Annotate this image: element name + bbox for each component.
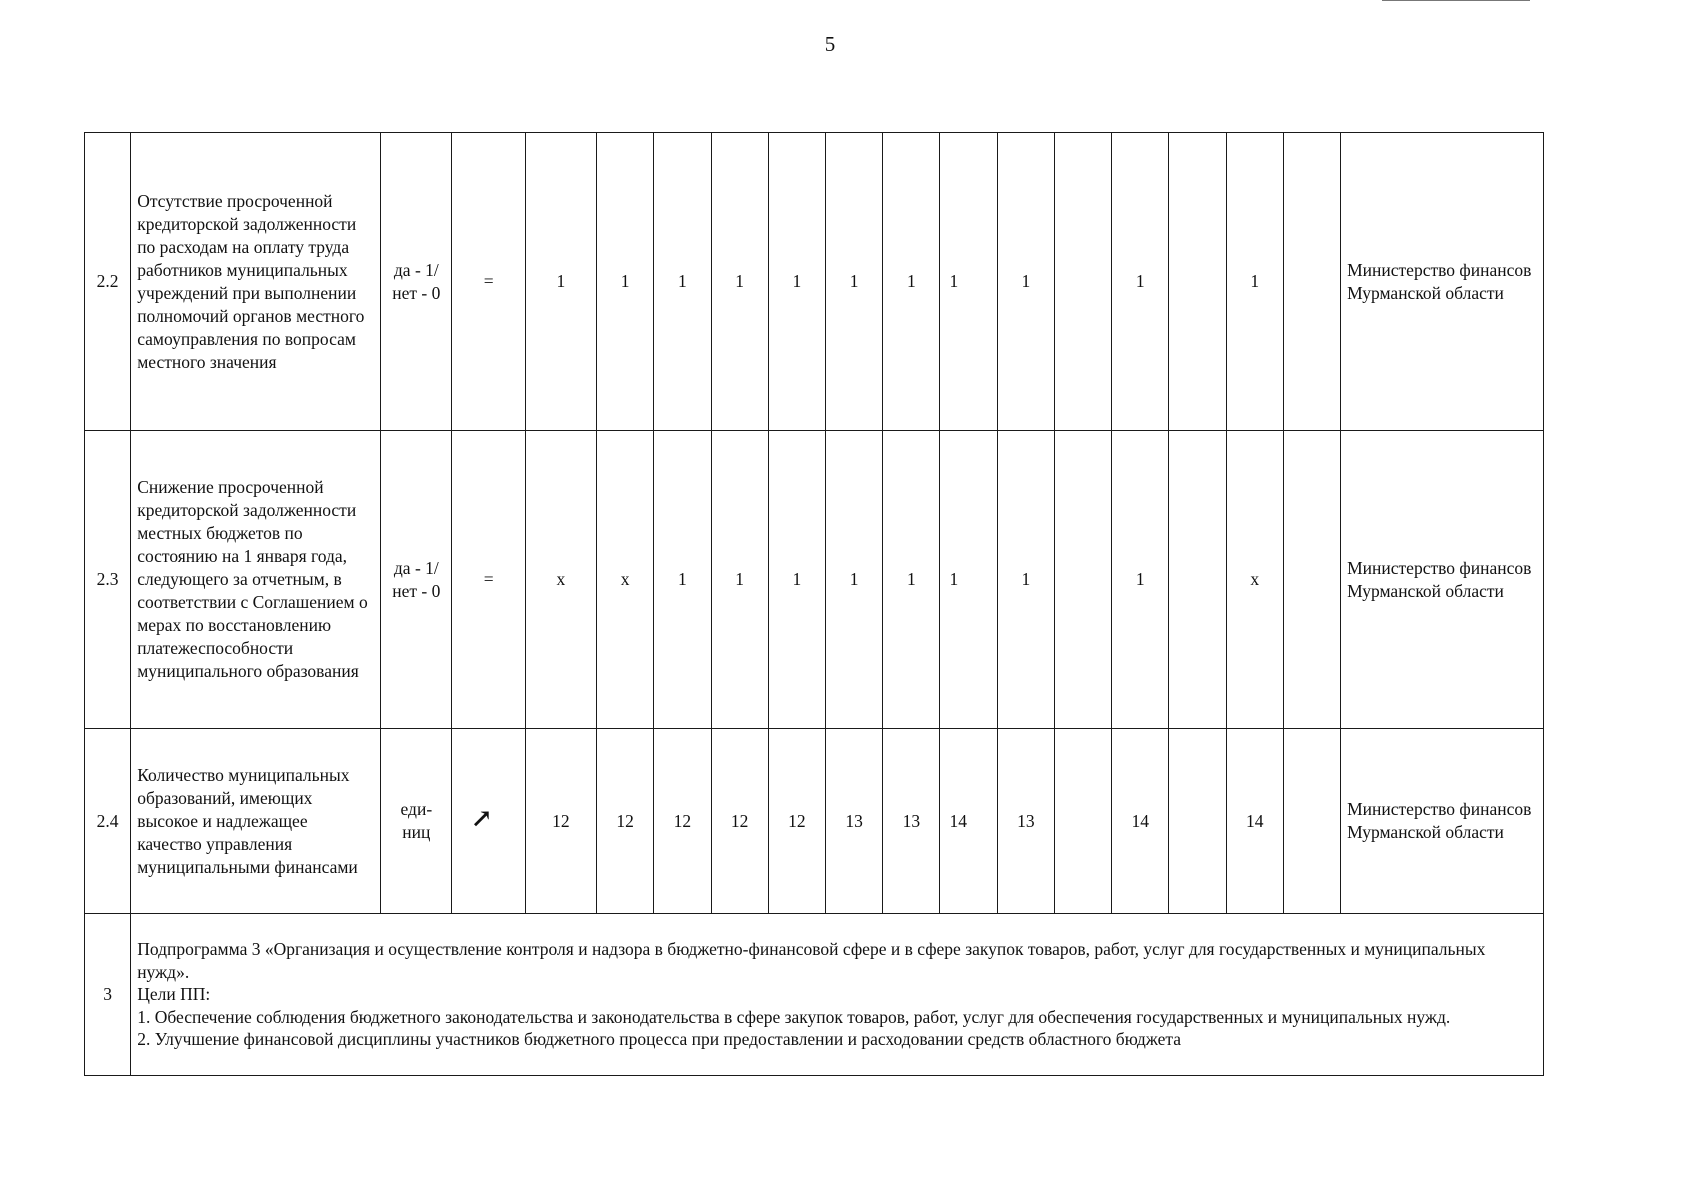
value-cell: 1 bbox=[940, 431, 997, 729]
value-cell: 12 bbox=[768, 729, 825, 914]
value-cell: 1 bbox=[654, 431, 711, 729]
value-cell: 1 bbox=[826, 133, 883, 431]
value-cell: x bbox=[597, 431, 654, 729]
value-cell: 13 bbox=[997, 729, 1054, 914]
value-cell: 1 bbox=[525, 133, 596, 431]
trend-cell bbox=[452, 729, 525, 914]
table-row bbox=[85, 431, 1544, 729]
value-cell bbox=[1054, 431, 1111, 729]
value-cell: 1 bbox=[940, 133, 997, 431]
value-cell: 12 bbox=[654, 729, 711, 914]
value-cell: 1 bbox=[768, 133, 825, 431]
trend-cell: = bbox=[452, 431, 525, 729]
subprogram-title: Подпрограмма 3 «Организация и осуществление контроля и надзора в бюджетно-финансовой сфере и в сфере закупок товаров, работ, услуг для государственных и муниципальных нужд». bbox=[137, 939, 1486, 982]
value-cell bbox=[1283, 431, 1340, 729]
value-cell: x bbox=[1226, 431, 1283, 729]
unit-cell: еди-ниц bbox=[381, 729, 452, 914]
value-cell: 13 bbox=[883, 729, 940, 914]
value-cell: 12 bbox=[597, 729, 654, 914]
value-cell bbox=[1169, 729, 1226, 914]
goal-item: 2. Улучшение финансовой дисциплины участников бюджетного процесса при предоставлении и расходовании средств областного бюджета bbox=[137, 1029, 1182, 1050]
unit-cell: да - 1/нет - 0 bbox=[381, 133, 452, 431]
value-cell: 1 bbox=[768, 431, 825, 729]
value-cell: 1 bbox=[1226, 133, 1283, 431]
value-cell: 1 bbox=[711, 133, 768, 431]
subprogram-number: 3 bbox=[85, 914, 131, 1076]
value-cell bbox=[1169, 133, 1226, 431]
value-cell bbox=[1169, 431, 1226, 729]
goal-item: 1. Обеспечение соблюдения бюджетного законодательства и законодательства в сфере закупок товаров, работ, услуг для обеспечения государственных и муниципальных нужд. bbox=[137, 1006, 1451, 1027]
row-number: 2.3 bbox=[85, 431, 131, 729]
value-cell: 14 bbox=[940, 729, 997, 914]
value-cell: 1 bbox=[1112, 133, 1169, 431]
value-cell: 1 bbox=[654, 133, 711, 431]
arrow-up-right-icon: ↗ bbox=[470, 804, 493, 833]
value-cell: 13 bbox=[826, 729, 883, 914]
responsible-cell: Министерство финансов Мурманской области bbox=[1341, 729, 1544, 914]
indicator-name: Количество муниципальных образований, имеющих высокое и надлежащее качество управления муниципальными финансами bbox=[131, 729, 381, 914]
responsible-cell: Министерство финансов Мурманской области bbox=[1341, 133, 1544, 431]
indicator-name: Отсутствие просроченной кредиторской задолженности по расходам на оплату труда работников муниципальных учреждений при выполнении полномочий органов местного самоуправления по вопросам местного значения bbox=[131, 133, 381, 431]
indicator-name: Снижение просроченной кредиторской задолженности местных бюджетов по состоянию на 1 января года, следующего за отчетным, в соответствии с Соглашением о мерах по восстановлению платежеспособности муниципального образования bbox=[131, 431, 381, 729]
value-cell: 14 bbox=[1226, 729, 1283, 914]
page-number: 5 bbox=[824, 32, 836, 56]
value-cell: 1 bbox=[826, 431, 883, 729]
value-cell: x bbox=[525, 431, 596, 729]
row-number: 2.4 bbox=[85, 729, 131, 914]
responsible-cell: Министерство финансов Мурманской области bbox=[1341, 431, 1544, 729]
goals-label: Цели ПП: bbox=[137, 984, 211, 1005]
value-cell: 1 bbox=[1112, 431, 1169, 729]
row-number: 2.2 bbox=[85, 133, 131, 431]
scan-edge-mark bbox=[1382, 0, 1530, 1]
table-row bbox=[85, 133, 1544, 431]
value-cell: 1 bbox=[711, 431, 768, 729]
value-cell: 1 bbox=[883, 431, 940, 729]
unit-cell: да - 1/нет - 0 bbox=[381, 431, 452, 729]
subprogram-row bbox=[85, 914, 1544, 1076]
value-cell: 1 bbox=[883, 133, 940, 431]
table-row bbox=[85, 729, 1544, 914]
value-cell: 1 bbox=[997, 431, 1054, 729]
value-cell: 1 bbox=[597, 133, 654, 431]
value-cell: 14 bbox=[1112, 729, 1169, 914]
value-cell: 1 bbox=[997, 133, 1054, 431]
trend-cell: = bbox=[452, 133, 525, 431]
value-cell: 12 bbox=[711, 729, 768, 914]
indicators-table bbox=[84, 132, 1544, 1076]
value-cell bbox=[1054, 729, 1111, 914]
value-cell bbox=[1054, 133, 1111, 431]
value-cell bbox=[1283, 729, 1340, 914]
value-cell: 12 bbox=[525, 729, 596, 914]
value-cell bbox=[1283, 133, 1340, 431]
subprogram-description bbox=[131, 914, 1544, 1076]
